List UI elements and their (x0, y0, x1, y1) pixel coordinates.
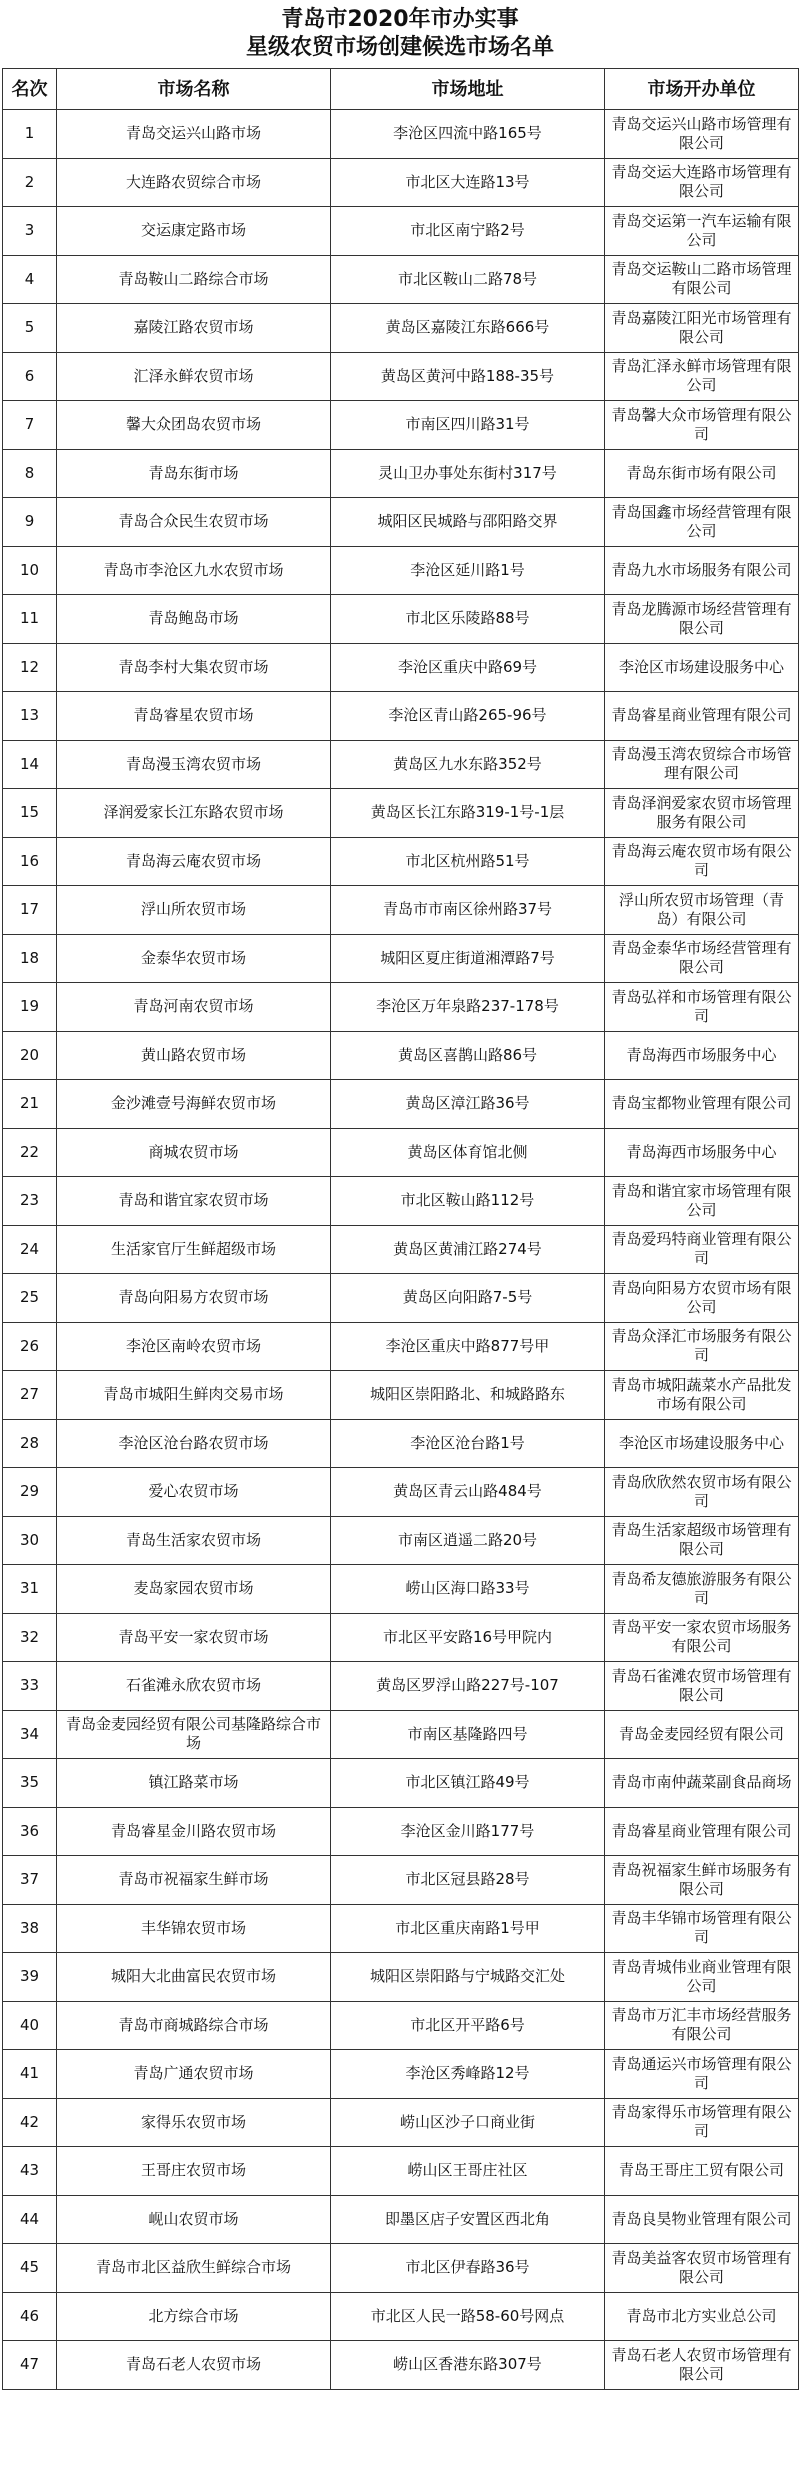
cell-market-address: 崂山区王哥庄社区 (331, 2147, 605, 2196)
cell-market-address: 李沧区重庆中路877号甲 (331, 1322, 605, 1371)
cell-organizer: 青岛汇泽永鲜市场管理有限公司 (605, 352, 799, 401)
table-row (3, 1225, 799, 1274)
table-row (3, 498, 799, 547)
cell-organizer: 青岛市北方实业总公司 (605, 2292, 799, 2341)
table-row (3, 1613, 799, 1662)
cell-rank: 1 (3, 110, 57, 159)
cell-rank: 42 (3, 2098, 57, 2147)
cell-market-name: 青岛金麦园经贸有限公司基隆路综合市场 (57, 1710, 331, 1759)
cell-rank: 18 (3, 934, 57, 983)
cell-organizer: 青岛希友德旅游服务有限公司 (605, 1565, 799, 1614)
cell-organizer: 青岛众泽汇市场服务有限公司 (605, 1322, 799, 1371)
cell-rank: 21 (3, 1080, 57, 1129)
cell-organizer: 青岛金麦园经贸有限公司 (605, 1710, 799, 1759)
cell-market-address: 黄岛区喜鹊山路86号 (331, 1031, 605, 1080)
cell-market-name: 青岛合众民生农贸市场 (57, 498, 331, 547)
cell-rank: 4 (3, 255, 57, 304)
cell-organizer: 青岛向阳易方农贸市场有限公司 (605, 1274, 799, 1323)
table-row (3, 1322, 799, 1371)
cell-market-address: 李沧区四流中路165号 (331, 110, 605, 159)
cell-market-address: 市北区伊春路36号 (331, 2244, 605, 2293)
cell-organizer: 李沧区市场建设服务中心 (605, 1419, 799, 1468)
table-row (3, 1662, 799, 1711)
cell-rank: 11 (3, 595, 57, 644)
table-row (3, 983, 799, 1032)
cell-rank: 34 (3, 1710, 57, 1759)
cell-market-name: 青岛漫玉湾农贸市场 (57, 740, 331, 789)
cell-market-address: 城阳区崇阳路与宁城路交汇处 (331, 1953, 605, 2002)
cell-rank: 5 (3, 304, 57, 353)
cell-market-name: 岘山农贸市场 (57, 2195, 331, 2244)
cell-rank: 28 (3, 1419, 57, 1468)
cell-rank: 9 (3, 498, 57, 547)
table-row (3, 1274, 799, 1323)
header-market-name: 市场名称 (57, 69, 331, 110)
cell-market-address: 市北区鞍山二路78号 (331, 255, 605, 304)
cell-rank: 45 (3, 2244, 57, 2293)
table-row (3, 1710, 799, 1759)
table-header-row (3, 69, 799, 110)
cell-market-name: 青岛和谐宜家农贸市场 (57, 1177, 331, 1226)
cell-market-name: 青岛市李沧区九水农贸市场 (57, 546, 331, 595)
title-line-1: 青岛市2020年市办实事 (281, 7, 519, 32)
cell-market-address: 青岛市市南区徐州路37号 (331, 886, 605, 935)
cell-market-address: 黄岛区嘉陵江东路666号 (331, 304, 605, 353)
cell-market-name: 青岛鲍岛市场 (57, 595, 331, 644)
table-row (3, 643, 799, 692)
cell-organizer: 青岛爱玛特商业管理有限公司 (605, 1225, 799, 1274)
cell-organizer: 青岛良昊物业管理有限公司 (605, 2195, 799, 2244)
cell-organizer: 青岛石老人农贸市场管理有限公司 (605, 2341, 799, 2390)
cell-rank: 8 (3, 449, 57, 498)
cell-market-address: 市北区镇江路49号 (331, 1759, 605, 1808)
table-row (3, 1080, 799, 1129)
table-row (3, 1419, 799, 1468)
cell-market-address: 市北区鞍山路112号 (331, 1177, 605, 1226)
cell-market-address: 崂山区海口路33号 (331, 1565, 605, 1614)
cell-organizer: 青岛市万汇丰市场经营服务有限公司 (605, 2001, 799, 2050)
cell-market-address: 市南区逍遥二路20号 (331, 1516, 605, 1565)
cell-market-name: 青岛石老人农贸市场 (57, 2341, 331, 2390)
title-line-2: 星级农贸市场创建候选市场名单 (245, 35, 554, 60)
table-row (3, 1856, 799, 1905)
table-row (3, 352, 799, 401)
cell-market-name: 王哥庄农贸市场 (57, 2147, 331, 2196)
cell-market-name: 嘉陵江路农贸市场 (57, 304, 331, 353)
cell-organizer: 青岛市南仲蔬菜副食品商场 (605, 1759, 799, 1808)
cell-organizer: 青岛交运鞍山二路市场管理有限公司 (605, 255, 799, 304)
cell-market-name: 金泰华农贸市场 (57, 934, 331, 983)
cell-market-address: 黄岛区黄河中路188-35号 (331, 352, 605, 401)
cell-market-name: 黄山路农贸市场 (57, 1031, 331, 1080)
cell-organizer: 青岛交运大连路市场管理有限公司 (605, 158, 799, 207)
cell-rank: 31 (3, 1565, 57, 1614)
cell-market-name: 爱心农贸市场 (57, 1468, 331, 1517)
cell-organizer: 青岛馨大众市场管理有限公司 (605, 401, 799, 450)
cell-rank: 12 (3, 643, 57, 692)
cell-rank: 46 (3, 2292, 57, 2341)
cell-market-address: 城阳区夏庄街道湘潭路7号 (331, 934, 605, 983)
cell-organizer: 青岛平安一家农贸市场服务有限公司 (605, 1613, 799, 1662)
cell-market-name: 李沧区沧台路农贸市场 (57, 1419, 331, 1468)
cell-organizer: 青岛美益客农贸市场管理有限公司 (605, 2244, 799, 2293)
cell-market-address: 市北区开平路6号 (331, 2001, 605, 2050)
cell-market-address: 黄岛区罗浮山路227号-107 (331, 1662, 605, 1711)
table-row (3, 1128, 799, 1177)
cell-market-name: 青岛东街市场 (57, 449, 331, 498)
cell-rank: 15 (3, 789, 57, 838)
table-row (3, 2292, 799, 2341)
cell-market-name: 大连路农贸综合市场 (57, 158, 331, 207)
cell-rank: 16 (3, 837, 57, 886)
table-row (3, 934, 799, 983)
cell-rank: 40 (3, 2001, 57, 2050)
cell-market-address: 李沧区青山路265-96号 (331, 692, 605, 741)
cell-organizer: 青岛青城伟业商业管理有限公司 (605, 1953, 799, 2002)
cell-market-address: 黄岛区九水东路352号 (331, 740, 605, 789)
cell-market-name: 麦岛家园农贸市场 (57, 1565, 331, 1614)
cell-organizer: 青岛和谐宜家市场管理有限公司 (605, 1177, 799, 1226)
cell-rank: 36 (3, 1807, 57, 1856)
cell-organizer: 青岛睿星商业管理有限公司 (605, 692, 799, 741)
cell-organizer: 青岛睿星商业管理有限公司 (605, 1807, 799, 1856)
cell-rank: 19 (3, 983, 57, 1032)
cell-market-name: 浮山所农贸市场 (57, 886, 331, 935)
cell-market-address: 李沧区延川路1号 (331, 546, 605, 595)
table-row (3, 401, 799, 450)
cell-rank: 3 (3, 207, 57, 256)
table-row (3, 692, 799, 741)
cell-market-name: 泽润爱家长江东路农贸市场 (57, 789, 331, 838)
table-row (3, 1371, 799, 1420)
cell-rank: 10 (3, 546, 57, 595)
cell-organizer: 青岛国鑫市场经营管理有限公司 (605, 498, 799, 547)
table-row (3, 2195, 799, 2244)
cell-market-address: 灵山卫办事处东街村317号 (331, 449, 605, 498)
cell-organizer: 青岛生活家超级市场管理有限公司 (605, 1516, 799, 1565)
cell-market-name: 青岛睿星金川路农贸市场 (57, 1807, 331, 1856)
cell-market-name: 馨大众团岛农贸市场 (57, 401, 331, 450)
cell-rank: 22 (3, 1128, 57, 1177)
cell-market-name: 生活家官厅生鲜超级市场 (57, 1225, 331, 1274)
cell-market-name: 镇江路菜市场 (57, 1759, 331, 1808)
cell-rank: 6 (3, 352, 57, 401)
cell-market-name: 青岛市北区益欣生鲜综合市场 (57, 2244, 331, 2293)
table-row (3, 158, 799, 207)
cell-market-address: 市北区重庆南路1号甲 (331, 1904, 605, 1953)
cell-market-address: 李沧区重庆中路69号 (331, 643, 605, 692)
table-row (3, 1953, 799, 2002)
cell-organizer: 青岛丰华锦市场管理有限公司 (605, 1904, 799, 1953)
table-row (3, 837, 799, 886)
header-rank: 名次 (3, 69, 57, 110)
cell-market-name: 青岛市祝福家生鲜市场 (57, 1856, 331, 1905)
table-row (3, 546, 799, 595)
cell-organizer: 青岛祝福家生鲜市场服务有限公司 (605, 1856, 799, 1905)
cell-rank: 39 (3, 1953, 57, 2002)
cell-market-name: 丰华锦农贸市场 (57, 1904, 331, 1953)
cell-organizer: 青岛九水市场服务有限公司 (605, 546, 799, 595)
cell-rank: 37 (3, 1856, 57, 1905)
cell-rank: 13 (3, 692, 57, 741)
table-row (3, 595, 799, 644)
cell-market-address: 市北区人民一路58-60号网点 (331, 2292, 605, 2341)
cell-rank: 25 (3, 1274, 57, 1323)
cell-organizer: 青岛市城阳蔬菜水产品批发市场有限公司 (605, 1371, 799, 1420)
cell-market-name: 青岛河南农贸市场 (57, 983, 331, 1032)
table-row (3, 1516, 799, 1565)
table-row (3, 1759, 799, 1808)
table-row (3, 2050, 799, 2099)
cell-organizer: 青岛海西市场服务中心 (605, 1031, 799, 1080)
cell-market-name: 家得乐农贸市场 (57, 2098, 331, 2147)
cell-market-address: 市南区四川路31号 (331, 401, 605, 450)
cell-rank: 35 (3, 1759, 57, 1808)
table-row (3, 1904, 799, 1953)
cell-market-address: 即墨区店子安置区西北角 (331, 2195, 605, 2244)
table-row (3, 1807, 799, 1856)
cell-market-name: 石雀滩永欣农贸市场 (57, 1662, 331, 1711)
cell-market-address: 李沧区沧台路1号 (331, 1419, 605, 1468)
cell-market-name: 青岛生活家农贸市场 (57, 1516, 331, 1565)
cell-rank: 27 (3, 1371, 57, 1420)
document-title (0, 6, 800, 62)
cell-rank: 32 (3, 1613, 57, 1662)
cell-market-name: 青岛睿星农贸市场 (57, 692, 331, 741)
cell-rank: 17 (3, 886, 57, 935)
cell-market-name: 商城农贸市场 (57, 1128, 331, 1177)
cell-market-name: 城阳大北曲富民农贸市场 (57, 1953, 331, 2002)
cell-market-address: 李沧区金川路177号 (331, 1807, 605, 1856)
cell-market-name: 汇泽永鲜农贸市场 (57, 352, 331, 401)
cell-organizer: 青岛交运第一汽车运输有限公司 (605, 207, 799, 256)
cell-market-address: 市北区乐陵路88号 (331, 595, 605, 644)
cell-market-name: 青岛市城阳生鲜肉交易市场 (57, 1371, 331, 1420)
cell-market-name: 李沧区南岭农贸市场 (57, 1322, 331, 1371)
cell-market-address: 市北区南宁路2号 (331, 207, 605, 256)
cell-market-address: 城阳区民城路与邵阳路交界 (331, 498, 605, 547)
table-row (3, 2147, 799, 2196)
table-row (3, 1565, 799, 1614)
cell-rank: 24 (3, 1225, 57, 1274)
cell-rank: 41 (3, 2050, 57, 2099)
table-row (3, 2244, 799, 2293)
cell-market-address: 黄岛区漳江路36号 (331, 1080, 605, 1129)
cell-rank: 20 (3, 1031, 57, 1080)
cell-market-address: 黄岛区长江东路319-1号-1层 (331, 789, 605, 838)
cell-rank: 7 (3, 401, 57, 450)
cell-market-name: 青岛李村大集农贸市场 (57, 643, 331, 692)
cell-rank: 47 (3, 2341, 57, 2390)
cell-organizer: 青岛家得乐市场管理有限公司 (605, 2098, 799, 2147)
cell-market-address: 市北区平安路16号甲院内 (331, 1613, 605, 1662)
table-row (3, 740, 799, 789)
cell-organizer: 青岛交运兴山路市场管理有限公司 (605, 110, 799, 159)
cell-organizer: 青岛欣欣然农贸市场有限公司 (605, 1468, 799, 1517)
header-organizer: 市场开办单位 (605, 69, 799, 110)
cell-organizer: 青岛海西市场服务中心 (605, 1128, 799, 1177)
cell-organizer: 青岛金泰华市场经营管理有限公司 (605, 934, 799, 983)
cell-market-address: 市南区基隆路四号 (331, 1710, 605, 1759)
table-row (3, 886, 799, 935)
cell-organizer: 青岛弘祥和市场管理有限公司 (605, 983, 799, 1032)
cell-market-name: 青岛市商城路综合市场 (57, 2001, 331, 2050)
cell-market-address: 城阳区崇阳路北、和城路路东 (331, 1371, 605, 1420)
cell-rank: 38 (3, 1904, 57, 1953)
cell-organizer: 青岛通运兴市场管理有限公司 (605, 2050, 799, 2099)
cell-market-name: 青岛鞍山二路综合市场 (57, 255, 331, 304)
cell-rank: 33 (3, 1662, 57, 1711)
table-row (3, 449, 799, 498)
cell-organizer: 青岛王哥庄工贸有限公司 (605, 2147, 799, 2196)
cell-organizer: 青岛龙腾源市场经营管理有限公司 (605, 595, 799, 644)
cell-rank: 43 (3, 2147, 57, 2196)
cell-market-address: 市北区冠县路28号 (331, 1856, 605, 1905)
header-market-address: 市场地址 (331, 69, 605, 110)
cell-market-address: 黄岛区黄浦江路274号 (331, 1225, 605, 1274)
cell-market-name: 青岛平安一家农贸市场 (57, 1613, 331, 1662)
cell-organizer: 李沧区市场建设服务中心 (605, 643, 799, 692)
candidate-market-table (2, 68, 799, 2390)
table-row (3, 1177, 799, 1226)
cell-market-name: 金沙滩壹号海鲜农贸市场 (57, 1080, 331, 1129)
table-row (3, 304, 799, 353)
cell-market-name: 青岛交运兴山路市场 (57, 110, 331, 159)
cell-organizer: 青岛东街市场有限公司 (605, 449, 799, 498)
cell-rank: 14 (3, 740, 57, 789)
cell-organizer: 青岛宝都物业管理有限公司 (605, 1080, 799, 1129)
table-body (3, 110, 799, 2390)
cell-market-address: 市北区杭州路51号 (331, 837, 605, 886)
cell-market-address: 黄岛区青云山路484号 (331, 1468, 605, 1517)
table-row (3, 2001, 799, 2050)
cell-market-name: 北方综合市场 (57, 2292, 331, 2341)
cell-market-name: 青岛向阳易方农贸市场 (57, 1274, 331, 1323)
cell-organizer: 青岛嘉陵江阳光市场管理有限公司 (605, 304, 799, 353)
table-row (3, 789, 799, 838)
cell-market-address: 崂山区香港东路307号 (331, 2341, 605, 2390)
cell-market-address: 黄岛区向阳路7-5号 (331, 1274, 605, 1323)
cell-rank: 26 (3, 1322, 57, 1371)
cell-market-address: 李沧区秀峰路12号 (331, 2050, 605, 2099)
cell-rank: 2 (3, 158, 57, 207)
cell-organizer: 青岛海云庵农贸市场有限公司 (605, 837, 799, 886)
cell-organizer: 青岛漫玉湾农贸综合市场管理有限公司 (605, 740, 799, 789)
cell-market-name: 交运康定路市场 (57, 207, 331, 256)
cell-organizer: 浮山所农贸市场管理（青岛）有限公司 (605, 886, 799, 935)
cell-market-address: 市北区大连路13号 (331, 158, 605, 207)
cell-rank: 23 (3, 1177, 57, 1226)
table-row (3, 1031, 799, 1080)
table-row (3, 2098, 799, 2147)
cell-organizer: 青岛泽润爱家农贸市场管理服务有限公司 (605, 789, 799, 838)
table-row (3, 2341, 799, 2390)
cell-rank: 30 (3, 1516, 57, 1565)
cell-market-name: 青岛海云庵农贸市场 (57, 837, 331, 886)
cell-organizer: 青岛石雀滩农贸市场管理有限公司 (605, 1662, 799, 1711)
cell-market-address: 崂山区沙子口商业街 (331, 2098, 605, 2147)
cell-rank: 44 (3, 2195, 57, 2244)
cell-market-address: 李沧区万年泉路237-178号 (331, 983, 605, 1032)
table-row (3, 255, 799, 304)
cell-market-address: 黄岛区体育馆北侧 (331, 1128, 605, 1177)
table-row (3, 1468, 799, 1517)
table-row (3, 207, 799, 256)
cell-market-name: 青岛广通农贸市场 (57, 2050, 331, 2099)
cell-rank: 29 (3, 1468, 57, 1517)
table-row (3, 110, 799, 159)
